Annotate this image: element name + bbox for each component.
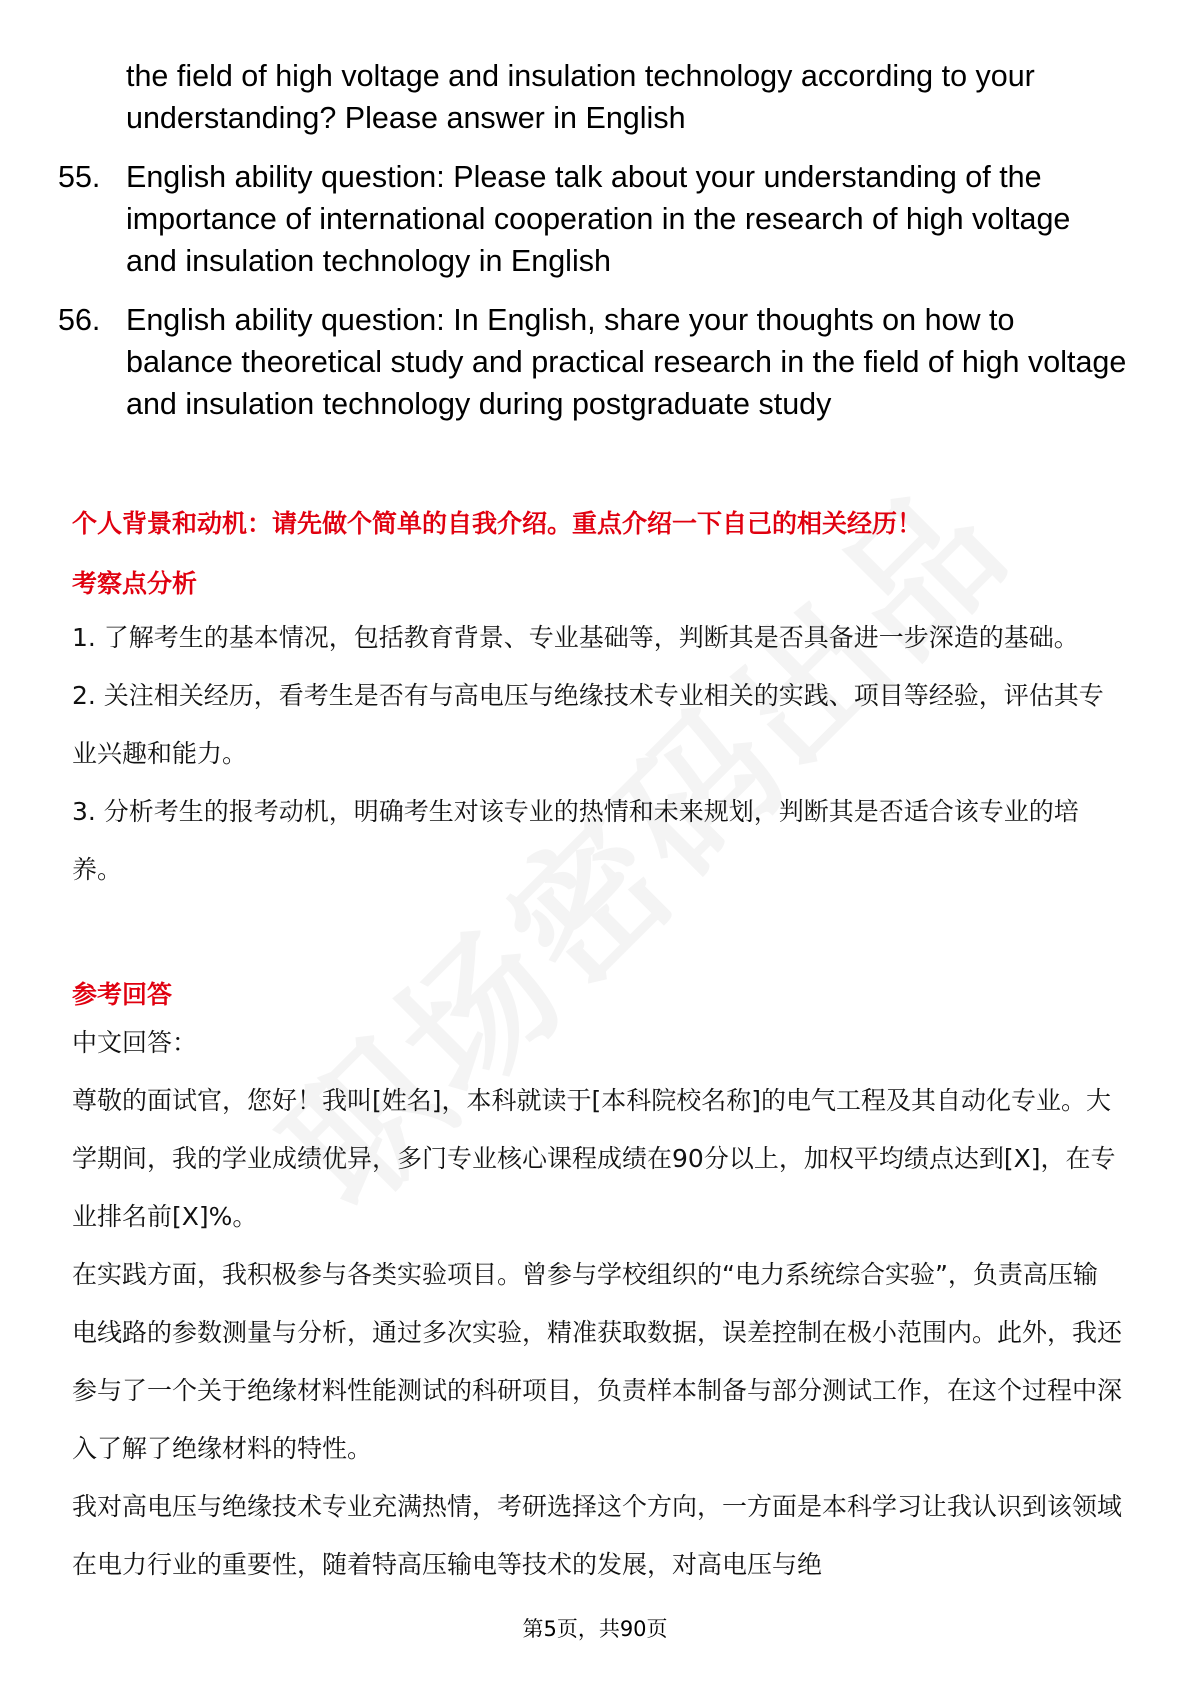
reference-heading: 参考回答 — [72, 980, 173, 1009]
section-title-text: 个人背景和动机：请先做个简单的自我介绍。重点介绍一下自己的相关经历！ — [72, 509, 923, 538]
question-text: English ability question: In English, share your thoughts on how to balance theoretical study and practical research in the field of high voltage and insulation technology during postgraduate study — [126, 303, 1127, 421]
question-text: English ability question: Please talk about your understanding of the importance of international cooperation in the research of high voltage and insulation technology in English — [126, 160, 1071, 278]
list-item — [58, 299, 1128, 425]
question-number: 56. — [58, 303, 101, 337]
reference-paragraph: 尊敬的面试官，您好！我叫[姓名]，本科就读于[本科院校名称]的电气工程及其自动化专业。大学期间，我的学业成绩优异，多门专业核心课程成绩在90分以上，加权平均绩点达到[X]，在专业排名前[X]%。 — [72, 1086, 1116, 1231]
analysis-point: 3. 分析考生的报考动机，明确考生对该专业的热情和未来规划，判断其是否适合该专业的培养。 — [72, 797, 1079, 884]
reference-label: 中文回答： — [72, 1028, 198, 1057]
reference-paragraph: 我对高电压与绝缘技术专业充满热情，考研选择这个方向，一方面是本科学习让我认识到该领域在电力行业的重要性，随着特高压输电等技术的发展，对高电压与绝 — [72, 1492, 1123, 1579]
list-item — [58, 156, 1128, 282]
section-title — [72, 507, 1122, 541]
page-footer: 第5页，共90页 — [522, 1617, 668, 1641]
analysis-point: 2. 关注相关经历，看考生是否有与高电压与绝缘技术专业相关的实践、项目等经验，评估其专业兴趣和能力。 — [72, 681, 1104, 768]
question-number: 55. — [58, 160, 101, 194]
question-list — [58, 55, 1128, 442]
analysis-heading: 考察点分析 — [72, 569, 198, 598]
reference-paragraph: 在实践方面，我积极参与各类实验项目。曾参与学校组织的“电力系统综合实验”，负责高压输电线路的参数测量与分析，通过多次实验，精准获取数据，误差控制在极小范围内。此外，我还参与了一个关于绝缘材料性能测试的科研项目，负责样本制备与部分测试工作，在这个过程中深入了解了绝缘材料的特性。 — [72, 1260, 1123, 1463]
analysis-point: 1. 了解考生的基本情况，包括教育背景、专业基础等，判断其是否具备进一步深造的基础。 — [72, 623, 1079, 652]
question-continuation: the field of high voltage and insulation technology according to your understanding? Please answer in English — [126, 59, 1035, 135]
analysis-section — [72, 567, 1122, 899]
reference-section — [72, 978, 1122, 1594]
